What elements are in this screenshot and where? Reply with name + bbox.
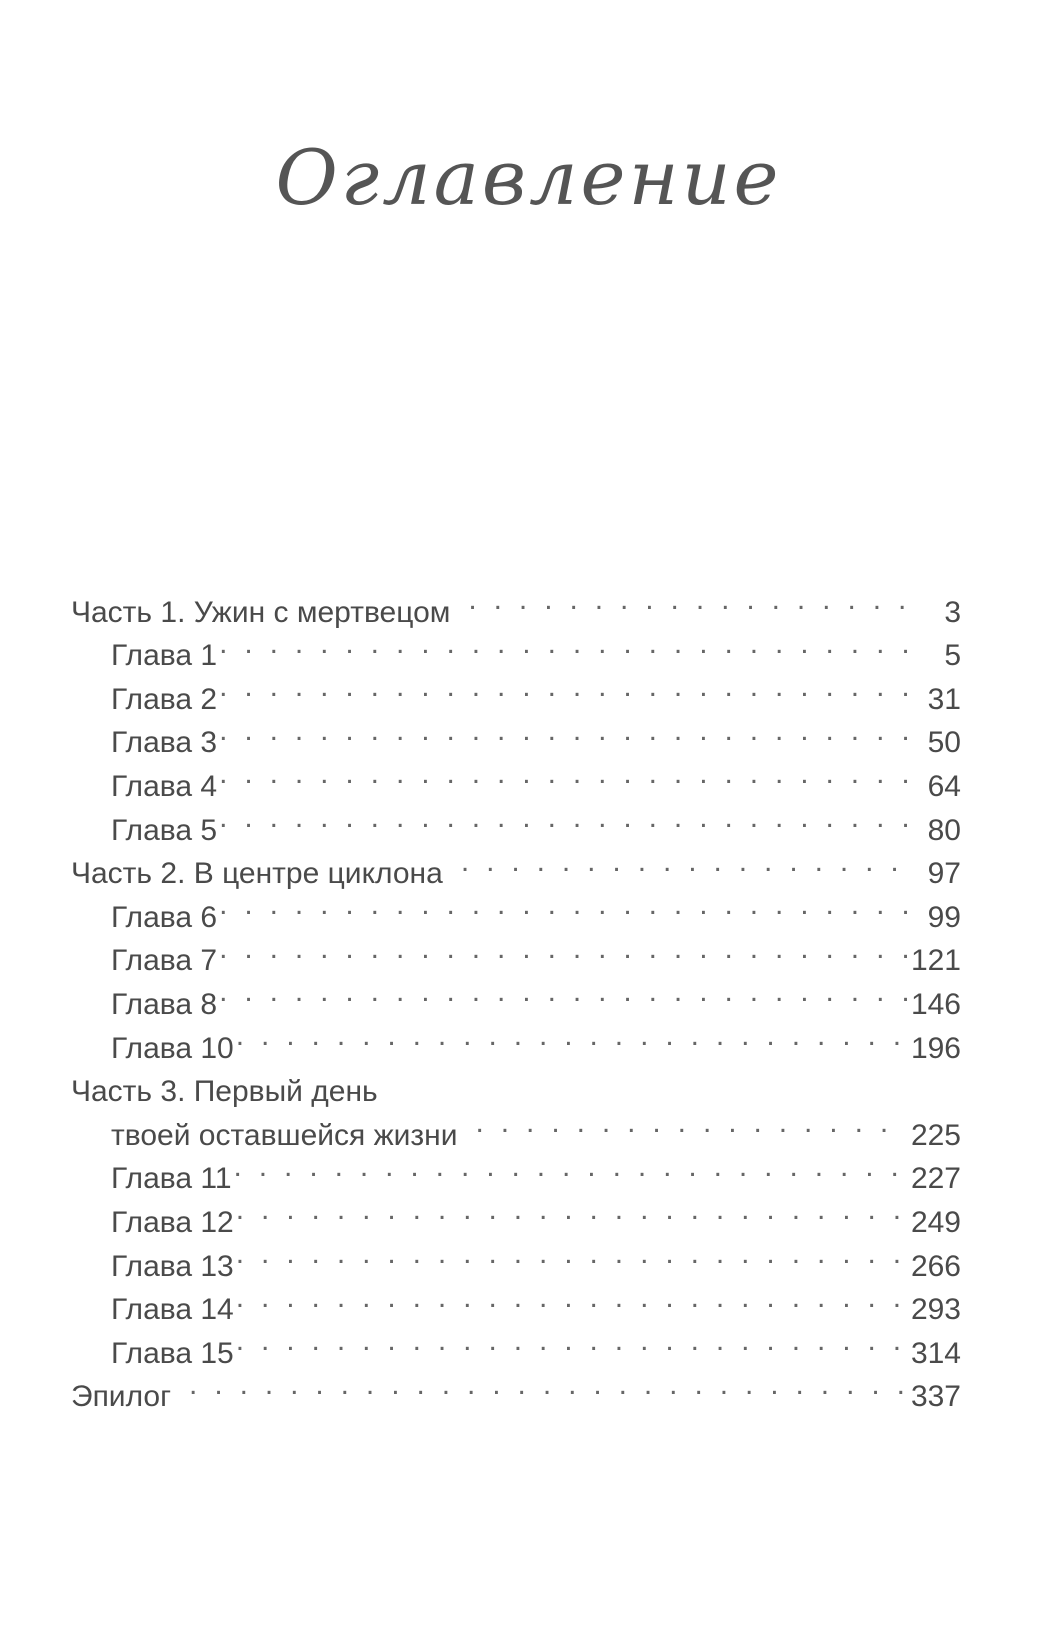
dot-leader <box>219 883 913 927</box>
dot-leader <box>219 709 913 753</box>
toc-entry-label: Глава 11 <box>111 1162 232 1196</box>
dot-leader <box>236 1232 907 1276</box>
dot-leader <box>219 796 913 840</box>
dot-leader <box>476 1101 907 1145</box>
dot-leader <box>219 970 907 1014</box>
toc-entry-page: 121 <box>910 944 961 978</box>
toc-entry-label: Глава 2 <box>111 682 218 716</box>
toc-entry-label: твоей оставшейся жизни <box>111 1118 458 1152</box>
toc-entry-epilogue[interactable] <box>71 1363 961 1414</box>
toc-entry-label: Глава 14 <box>111 1293 234 1327</box>
dot-leader <box>236 1276 907 1320</box>
dot-leader <box>219 622 913 666</box>
toc-entry-label: Часть 3. Первый день <box>71 1075 378 1109</box>
toc-entry-page: 80 <box>927 813 961 847</box>
dot-leader <box>189 1363 907 1407</box>
toc-entry-page: 249 <box>910 1205 961 1239</box>
toc-entry-label: Часть 1. Ужин с мертвецом <box>71 595 451 629</box>
toc-entry-label: Глава 3 <box>111 726 218 760</box>
toc-entry-label: Глава 6 <box>111 900 218 934</box>
dot-leader <box>236 1014 907 1058</box>
dot-leader <box>236 1188 907 1232</box>
toc-entry-label: Эпилог <box>71 1380 172 1414</box>
dot-leader <box>461 840 913 884</box>
toc-entry-page: 50 <box>927 726 961 760</box>
toc-entry-page: 5 <box>944 639 961 673</box>
toc-entry-page: 99 <box>927 900 961 934</box>
toc-entry-label: Глава 1 <box>111 639 218 673</box>
dot-leader <box>219 752 913 796</box>
dot-leader <box>219 927 907 971</box>
toc-entry-label: Глава 12 <box>111 1205 234 1239</box>
dot-leader <box>219 665 913 709</box>
toc-entry-page: 97 <box>927 857 961 891</box>
toc-entry-page: 227 <box>910 1162 961 1196</box>
toc-entry-page: 31 <box>927 682 961 716</box>
toc-entry-label: Глава 7 <box>111 944 218 978</box>
toc-entry-page: 293 <box>910 1293 961 1327</box>
dot-leader <box>234 1145 907 1189</box>
toc-entry-page: 196 <box>910 1031 961 1065</box>
toc-entry-label: Глава 4 <box>111 769 218 803</box>
toc-entry-page: 146 <box>910 987 961 1021</box>
page-title: Оглавление <box>275 133 782 222</box>
dot-leader <box>380 1058 913 1102</box>
toc-entry-label: Глава 13 <box>111 1249 234 1283</box>
toc-entry-label: Глава 8 <box>111 987 218 1021</box>
dot-leader <box>236 1319 907 1363</box>
toc-entry-page: 64 <box>927 769 961 803</box>
toc-entry-page: 266 <box>910 1249 961 1283</box>
toc-entry-label: Глава 15 <box>111 1336 234 1370</box>
toc-entry-page: 225 <box>910 1118 961 1152</box>
toc-entry-page: 337 <box>910 1380 961 1414</box>
toc-entry-label: Глава 5 <box>111 813 218 847</box>
toc-entry-label: Часть 2. В центре циклона <box>71 857 443 891</box>
table-of-contents <box>71 578 961 1414</box>
dot-leader <box>468 578 913 622</box>
toc-entry-part-1[interactable] <box>71 578 961 629</box>
toc-entry-page: 3 <box>944 595 961 629</box>
toc-entry-page: 314 <box>910 1336 961 1370</box>
toc-entry-label: Глава 10 <box>111 1031 234 1065</box>
